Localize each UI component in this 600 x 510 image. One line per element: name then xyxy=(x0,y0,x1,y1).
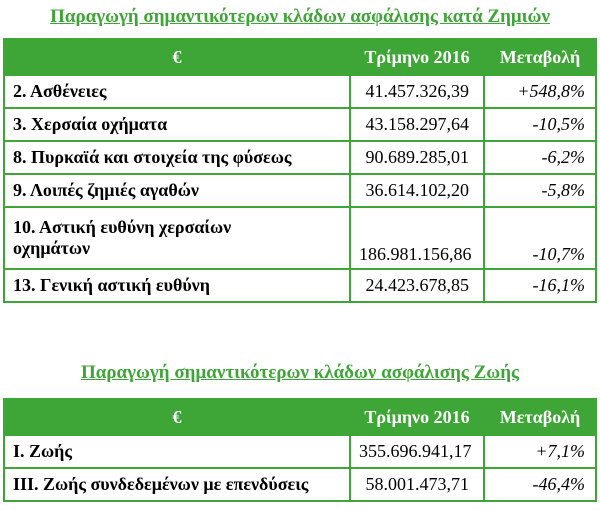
row-amount: 58.001.473,71 xyxy=(350,468,484,501)
row-amount: 36.614.102,20 xyxy=(350,174,484,207)
row-label: 3. Χερσαία οχήματα xyxy=(4,108,350,141)
row-amount: 24.423.678,85 xyxy=(350,269,484,302)
row-change: -46,4% xyxy=(484,468,596,501)
table1-title: Παραγωγή σημαντικότερων κλάδων ασφάλισης κατά Ζημιών xyxy=(50,6,550,27)
row-change: -5,8% xyxy=(484,174,596,207)
row-change: -6,2% xyxy=(484,141,596,174)
header-currency: € xyxy=(4,399,350,435)
life-insurance-table xyxy=(3,398,597,502)
table-row xyxy=(4,141,596,174)
table-row xyxy=(4,75,596,108)
row-change: -10,5% xyxy=(484,108,596,141)
header-change: Μεταβολή xyxy=(484,39,596,75)
row-label: 8. Πυρκαϊά και στοιχεία της φύσεως xyxy=(4,141,350,174)
header-change: Μεταβολή xyxy=(484,399,596,435)
row-label: 2. Ασθένειες xyxy=(4,75,350,108)
row-amount: 186.981.156,86 xyxy=(350,207,484,269)
header-currency: € xyxy=(4,39,350,75)
table-header-row xyxy=(4,39,596,75)
row-label: 9. Λοιπές ζημιές αγαθών xyxy=(4,174,350,207)
header-quarter: Τρίμηνο 2016 xyxy=(350,399,484,435)
table-row xyxy=(4,207,596,269)
row-amount: 355.696.941,17 xyxy=(350,435,484,468)
row-change: +7,1% xyxy=(484,435,596,468)
row-change: -16,1% xyxy=(484,269,596,302)
table-header-row xyxy=(4,399,596,435)
table2-title: Παραγωγή σημαντικότερων κλάδων ασφάλισης Ζωής xyxy=(80,362,520,383)
row-amount: 90.689.285,01 xyxy=(350,141,484,174)
table-row xyxy=(4,468,596,501)
row-change: +548,8% xyxy=(484,75,596,108)
table-row xyxy=(4,174,596,207)
row-label: 10. Αστική ευθύνη χερσαίων οχημάτων xyxy=(4,207,350,269)
row-amount: 43.158.297,64 xyxy=(350,108,484,141)
table-row xyxy=(4,108,596,141)
header-quarter: Τρίμηνο 2016 xyxy=(350,39,484,75)
row-label: 13. Γενική αστική ευθύνη xyxy=(4,269,350,302)
table-row xyxy=(4,435,596,468)
row-amount: 41.457.326,39 xyxy=(350,75,484,108)
row-label: III. Ζωής συνδεδεμένων με επενδύσεις xyxy=(4,468,350,501)
damage-insurance-table xyxy=(3,38,597,303)
table-row xyxy=(4,269,596,302)
row-change: -10,7% xyxy=(484,207,596,269)
row-label: I. Ζωής xyxy=(4,435,350,468)
